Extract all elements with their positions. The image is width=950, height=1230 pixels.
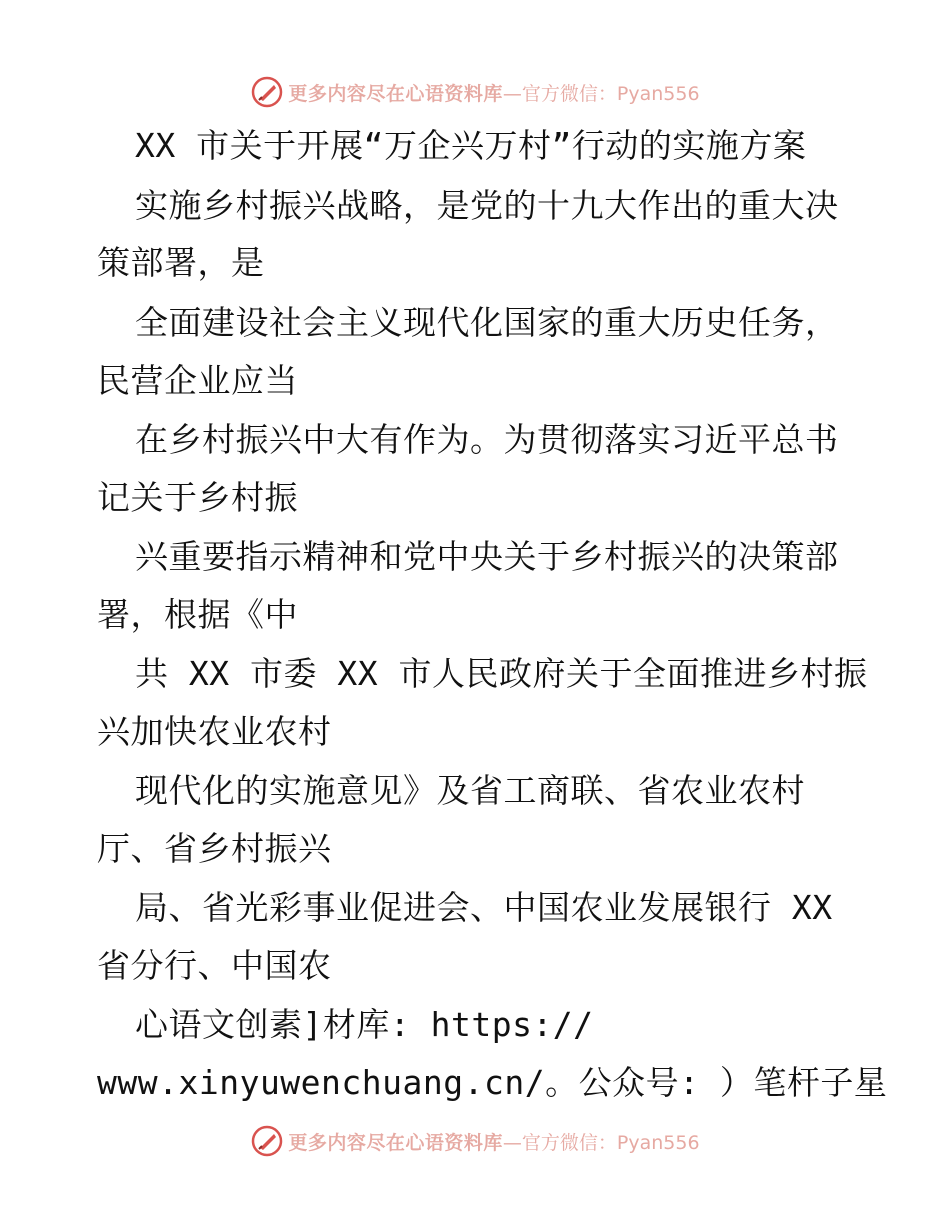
footer-watermark [0,1121,950,1161]
text-line: 记关于乡村振 [97,478,298,517]
text-line: 现代化的实施意见》及省工商联、省农业农村 [135,771,805,810]
header-watermark [0,72,950,112]
text-line: 民营企业应当 [97,361,298,400]
text-line: 在乡村振兴中大有作为。为贯彻落实习近平总书 [135,420,839,459]
document-title: XX 市关于开展“万企兴万村”行动的实施方案 [135,126,807,165]
watermark-contact-text: —官方微信：Pyan556 [502,1131,700,1154]
text-line: 全面建设社会主义现代化国家的重大历史任务， [135,303,839,342]
text-line: www.xinyuwenchuang.cn/。公众号: ）笔杆子星 [97,1063,888,1102]
quill-seal-icon [250,1124,284,1158]
text-line: 兴重要指示精神和党中央关于乡村振兴的决策部 [135,537,839,576]
text-line: 心语文创素]材库: https:// [135,1005,594,1044]
text-line: 厅、省乡村振兴 [97,829,332,868]
text-line: 省分行、中国农 [97,946,332,985]
text-line: 实施乡村振兴战略，是党的十九大作出的重大决 [135,186,839,225]
text-line: 兴加快农业农村 [97,712,332,751]
watermark-contact-text: —官方微信：Pyan556 [502,82,700,105]
quill-seal-icon [250,75,284,109]
text-line: 共 XX 市委 XX 市人民政府关于全面推进乡村振 [135,654,868,693]
text-line: 策部署，是 [97,243,265,282]
text-line: 局、省光彩事业促进会、中国农业发展银行 XX [135,888,833,927]
watermark-brand-text: 更多内容尽在心语资料库 [288,82,503,105]
watermark-brand-text: 更多内容尽在心语资料库 [288,1131,503,1154]
text-line: 署，根据《中 [97,595,298,634]
